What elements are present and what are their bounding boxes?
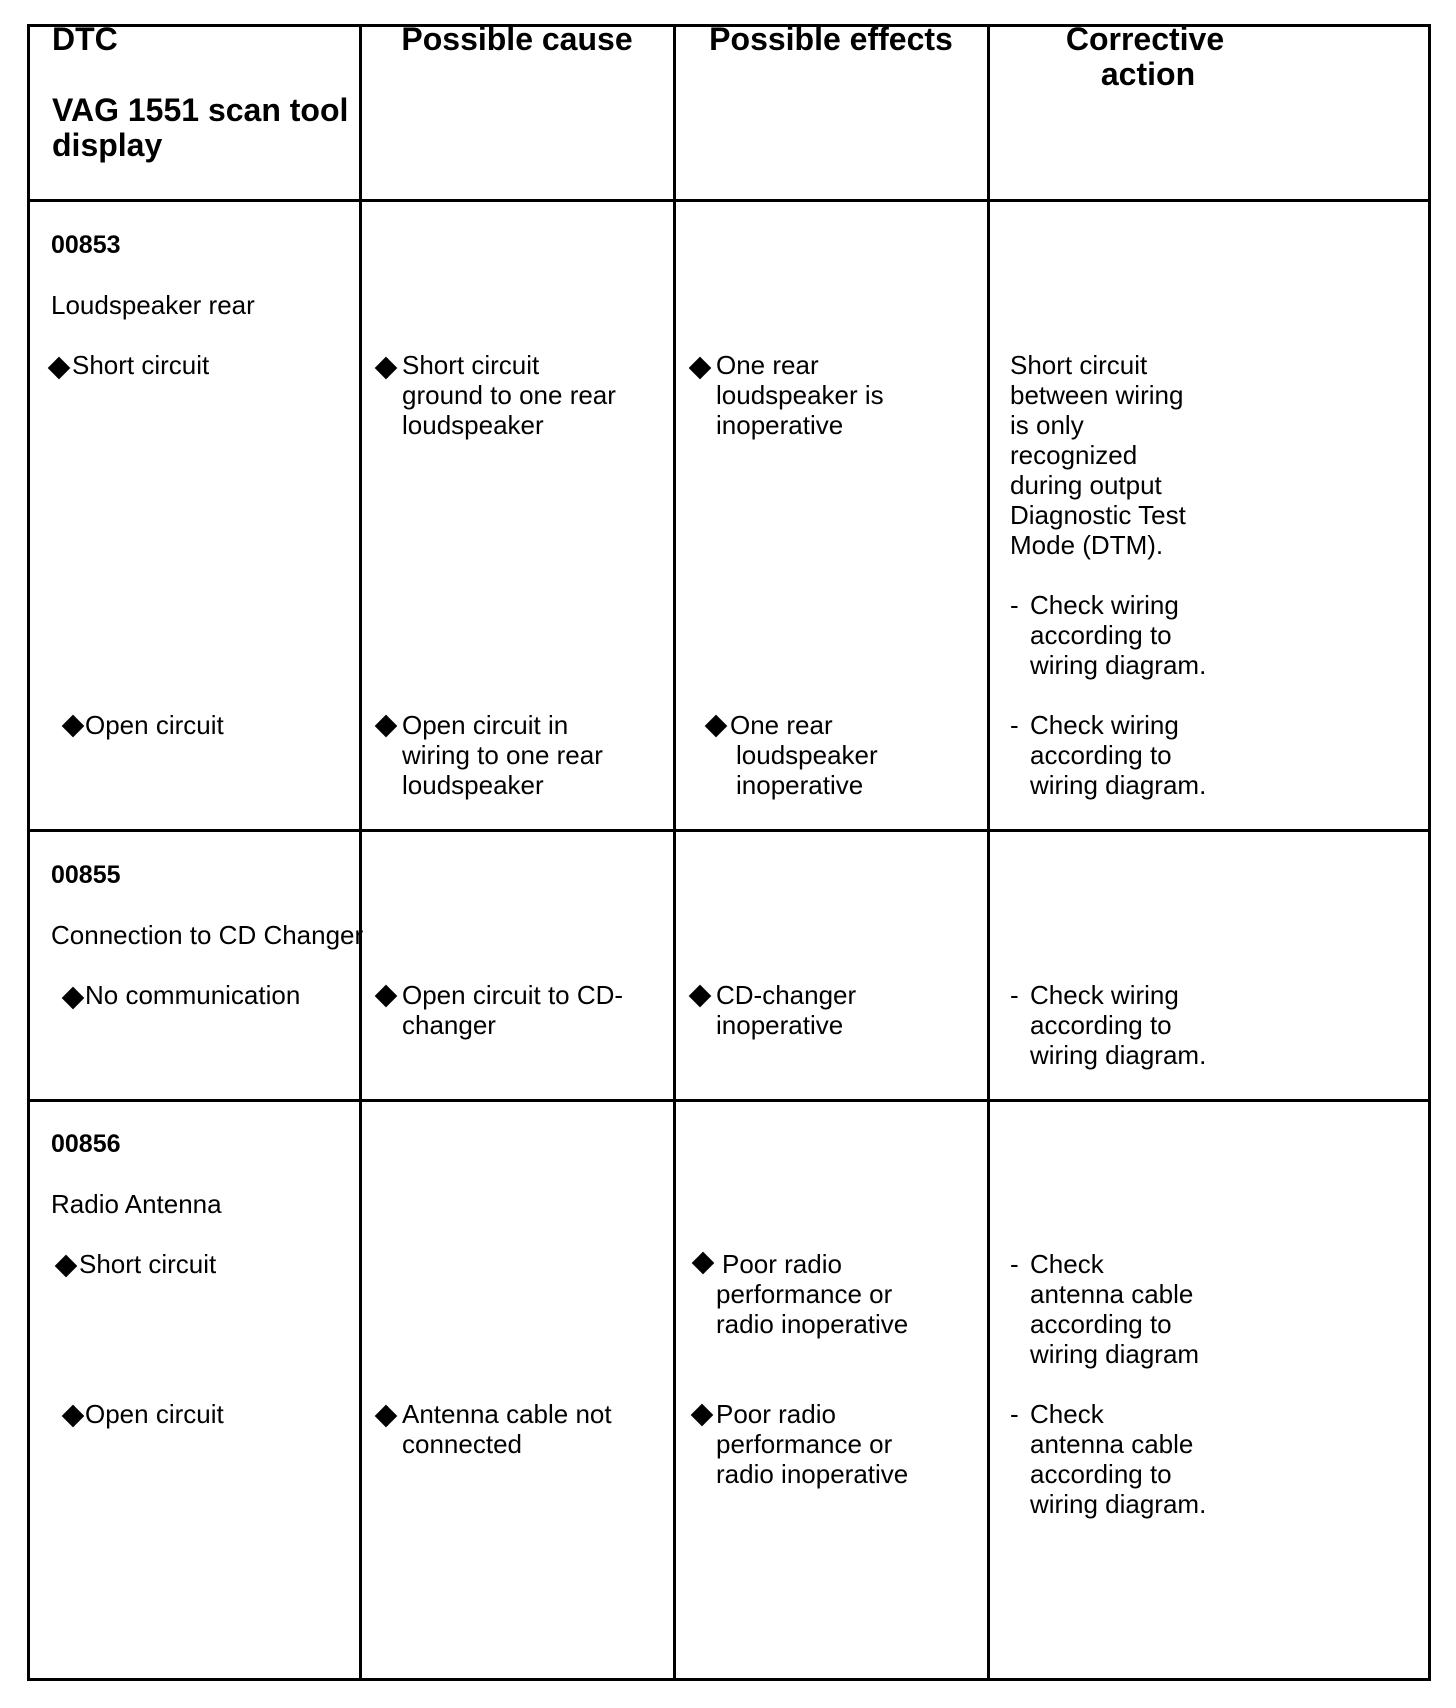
diamond-bullet-icon — [375, 357, 398, 380]
row-divider — [30, 1099, 1428, 1102]
possible-effect-line: CD-changer — [716, 980, 857, 1010]
diamond-bullet-icon — [55, 1255, 78, 1278]
possible-effect-line: radio inoperative — [716, 1459, 909, 1489]
corrective-action-line: wiring diagram. — [1030, 650, 1207, 680]
possible-cause-line: Antenna cable not — [402, 1399, 612, 1429]
corrective-action-line: is only — [1010, 410, 1084, 440]
header-corrective-action: action — [1100, 56, 1196, 92]
possible-effect-line: inoperative — [736, 770, 864, 800]
diamond-bullet-icon — [689, 357, 712, 380]
dtc-name: Radio Antenna — [51, 1189, 222, 1219]
possible-cause-line: wiring to one rear — [402, 740, 603, 770]
possible-effect-line: Poor radio — [716, 1399, 836, 1429]
dash-marker: - — [1010, 1249, 1019, 1279]
corrective-action-line: Check wiring — [1030, 590, 1179, 620]
corrective-action-line: during output — [1010, 470, 1162, 500]
corrective-action-line: according to — [1030, 740, 1172, 770]
possible-effect-line: performance or — [716, 1279, 893, 1309]
diamond-bullet-icon — [62, 1405, 85, 1428]
dash-marker: - — [1010, 1399, 1019, 1429]
possible-effect-line: One rear — [730, 710, 833, 740]
corrective-action-line: wiring diagram. — [1030, 1489, 1207, 1519]
corrective-action-line: wiring diagram. — [1030, 1040, 1207, 1070]
possible-effect-line: Poor radio — [722, 1249, 842, 1279]
corrective-action-line: Mode (DTM). — [1010, 530, 1164, 560]
possible-cause-line: Short circuit — [402, 350, 540, 380]
corrective-action-line: Diagnostic Test — [1010, 500, 1186, 530]
corrective-action-line: antenna cable — [1030, 1429, 1194, 1459]
possible-effect-line: inoperative — [716, 410, 844, 440]
column-divider — [359, 27, 362, 1678]
possible-effect-line: inoperative — [716, 1010, 844, 1040]
diamond-bullet-icon — [375, 1405, 398, 1428]
corrective-action-line: Check — [1030, 1399, 1104, 1429]
dtc-code: 00855 — [51, 861, 121, 889]
corrective-action-line: Check wiring — [1030, 980, 1179, 1010]
dtc-name: Connection to CD Changer — [51, 920, 364, 950]
possible-effect-line: loudspeaker — [736, 740, 878, 770]
dtc-code: 00853 — [51, 231, 121, 259]
diamond-bullet-icon — [62, 987, 85, 1010]
header-possible-effects: Possible effects — [709, 21, 953, 57]
header-corrective-action: Corrective — [1065, 21, 1225, 57]
dash-marker: - — [1010, 980, 1019, 1010]
possible-effect-line: performance or — [716, 1429, 893, 1459]
corrective-action-line: wiring diagram — [1030, 1339, 1200, 1369]
corrective-action-line: according to — [1030, 1459, 1172, 1489]
possible-effect-line: One rear — [716, 350, 819, 380]
fault-type: Open circuit — [85, 710, 224, 740]
diamond-bullet-icon — [375, 715, 398, 738]
fault-type: Short circuit — [72, 350, 210, 380]
row-divider — [30, 199, 1428, 202]
diamond-bullet-icon — [692, 1252, 715, 1275]
header-possible-cause: Possible cause — [401, 21, 633, 57]
corrective-action-line: Check wiring — [1030, 710, 1179, 740]
diamond-bullet-icon — [48, 357, 71, 380]
corrective-action-line: antenna cable — [1030, 1279, 1194, 1309]
dtc-code: 00856 — [51, 1130, 121, 1158]
diagnostic-table — [27, 21, 1431, 1681]
diamond-bullet-icon — [705, 715, 728, 738]
row-divider — [30, 829, 1428, 832]
diamond-bullet-icon — [689, 985, 712, 1008]
column-divider — [673, 27, 676, 1678]
dash-marker: - — [1010, 590, 1019, 620]
corrective-action-line: according to — [1030, 1010, 1172, 1040]
dash-marker: - — [1010, 710, 1019, 740]
corrective-action-line: according to — [1030, 1309, 1172, 1339]
corrective-action-line: Short circuit — [1010, 350, 1148, 380]
fault-type: Short circuit — [79, 1249, 217, 1279]
diamond-bullet-icon — [62, 715, 85, 738]
possible-cause-line: ground to one rear — [402, 380, 616, 410]
possible-cause-line: Open circuit in — [402, 710, 569, 740]
fault-type: Open circuit — [85, 1399, 224, 1429]
diamond-bullet-icon — [691, 1404, 714, 1427]
corrective-action-line: recognized — [1010, 440, 1138, 470]
possible-cause-line: changer — [402, 1010, 496, 1040]
corrective-action-line: between wiring — [1010, 380, 1184, 410]
possible-effect-line: loudspeaker is — [716, 380, 884, 410]
possible-cause-line: loudspeaker — [402, 410, 544, 440]
possible-cause-line: Open circuit to CD- — [402, 980, 624, 1010]
possible-cause-line: loudspeaker — [402, 770, 544, 800]
header-dtc: DTC — [52, 21, 118, 57]
dtc-name: Loudspeaker rear — [51, 290, 255, 320]
column-divider — [987, 27, 990, 1678]
possible-effect-line: radio inoperative — [716, 1309, 909, 1339]
corrective-action-line: wiring diagram. — [1030, 770, 1207, 800]
corrective-action-line: Check — [1030, 1249, 1104, 1279]
possible-cause-line: connected — [402, 1429, 522, 1459]
corrective-action-line: according to — [1030, 620, 1172, 650]
header-dtc-subtitle-line: display — [52, 127, 163, 163]
header-dtc-subtitle-line: VAG 1551 scan tool — [52, 92, 349, 128]
fault-type: No communication — [85, 980, 301, 1010]
diamond-bullet-icon — [375, 985, 398, 1008]
